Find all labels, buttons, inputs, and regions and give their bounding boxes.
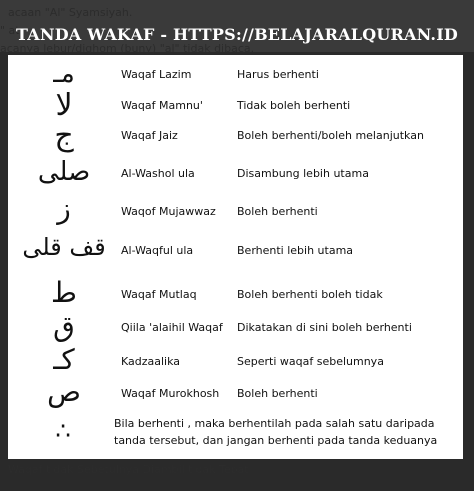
waqf-symbol: مـ: [53, 59, 75, 89]
waqf-name: Kadzaalika: [121, 355, 181, 368]
waqf-symbol: صلى: [37, 157, 91, 187]
waqf-meaning: Boleh berhenti: [237, 205, 318, 218]
waqf-name: Waqaf Mutlaq: [121, 288, 197, 301]
waqf-meaning: Berhenti lebih utama: [237, 244, 354, 257]
note-line: Bila berhenti , maka berhentilah pada salah satu daripada: [114, 417, 435, 430]
background-text-line: " at: [0, 24, 20, 37]
page-title: TANDA WAKAF - HTTPS://BELAJARALQURAN.ID: [16, 25, 458, 44]
waqf-name: Waqaf Lazim: [121, 68, 192, 81]
waqf-symbol: قف قلى: [22, 233, 106, 261]
table-row: [8, 88, 463, 123]
note-line: tanda tersebut, dan jangan berhenti pada tanda keduanya: [114, 434, 438, 447]
waqf-signs-table: [8, 55, 463, 459]
waqf-name: Waqaf Murokhosh: [121, 387, 220, 400]
waqf-name: Waqaf Mamnu': [121, 99, 203, 112]
waqf-symbol: ج: [54, 118, 74, 153]
waqf-meaning: Boleh berhenti/boleh melanjutkan: [237, 129, 424, 142]
waqf-meaning: Dikatakan di sini boleh berhenti: [237, 321, 412, 334]
mutanaqidah-symbol: ∴: [55, 417, 71, 445]
waqf-name: Waqof Mujawwaz: [121, 205, 216, 218]
waqf-name: Qiila 'alaihil Waqaf: [121, 321, 223, 334]
table-row: [8, 59, 463, 89]
background-text-line: acanya lebur/dighom (buny) "al" tidak dibaca.: [0, 42, 255, 55]
table-row: [8, 159, 463, 189]
mutanaqidah-note: [114, 415, 437, 449]
waqf-symbol: ص: [47, 375, 81, 408]
waqf-symbol: لا: [55, 88, 73, 123]
waqf-symbol: ق: [53, 310, 75, 343]
waqf-meaning: Seperti waqaf sebelumnya: [237, 355, 384, 368]
table-row: [8, 310, 463, 343]
table-row: [8, 343, 463, 376]
waqf-name: Al-Waqful ula: [121, 244, 194, 257]
background-text-line: Waqaf tidak Sebetulnya Diambil tidak Tepat: [8, 463, 249, 476]
waqf-meaning: Boleh berhenti: [237, 387, 318, 400]
waqf-meaning: Tidak boleh berhenti: [237, 99, 351, 112]
waqf-symbol: ط: [51, 276, 77, 309]
table-row: [8, 276, 463, 309]
table-row: [8, 192, 463, 225]
waqf-name: Waqaf Jaiz: [121, 129, 178, 142]
table-row: [8, 118, 463, 153]
waqf-meaning: Boleh berhenti boleh tidak: [237, 288, 383, 301]
waqf-meaning: Harus berhenti: [237, 68, 319, 81]
table-row: [8, 235, 463, 265]
waqf-name: Al-Washol ula: [121, 167, 195, 180]
background-text-line: acaan "Al" Syamsiyah.: [8, 6, 133, 19]
waqf-symbol: ز: [57, 192, 71, 225]
waqf-meaning: Disambung lebih utama: [237, 167, 369, 180]
table-row: [8, 375, 463, 408]
waqf-symbol: كـ: [53, 343, 75, 376]
